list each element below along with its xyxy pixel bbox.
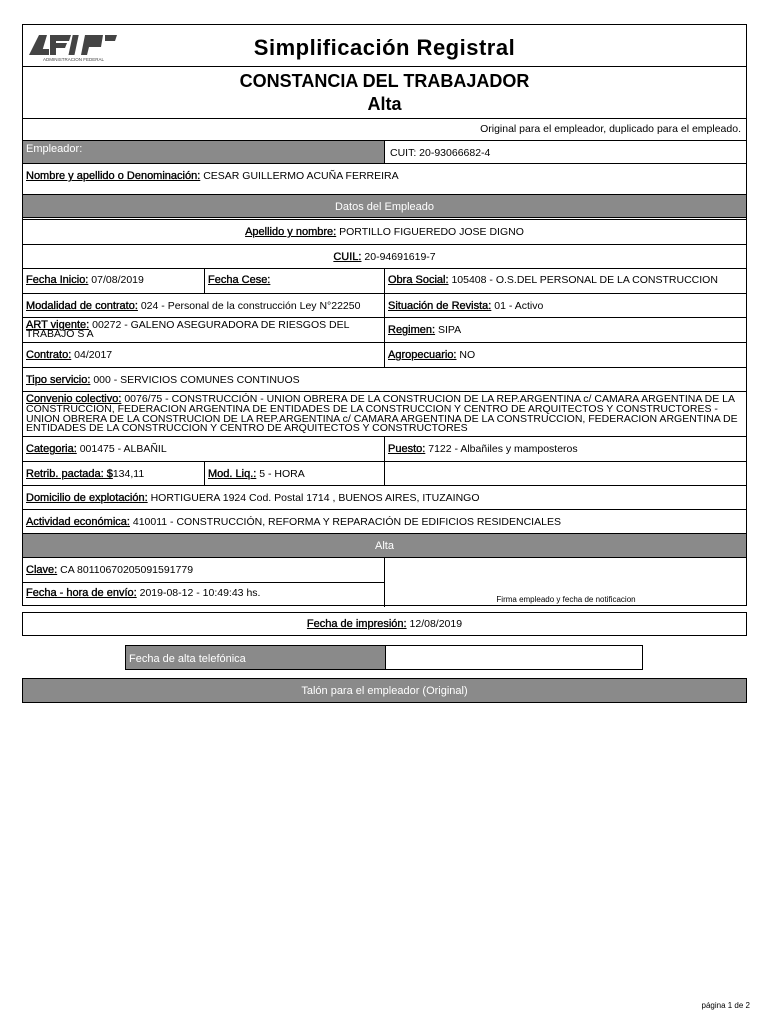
employer-label (23, 141, 384, 163)
fecha-impresion (23, 613, 746, 635)
employer-name (23, 164, 746, 189)
fecha-envio-label: Fecha - hora de envío: (26, 587, 137, 599)
impresion-box (22, 612, 747, 636)
convenio (23, 392, 746, 436)
art-row (23, 317, 746, 342)
situacion-label: Situación de Revista: (388, 300, 492, 312)
obra-social-value: 105408 - O.S.DEL PERSONAL DE LA CONSTRUCCION (451, 274, 718, 286)
modalidad-label: Modalidad de contrato: (26, 300, 138, 312)
contrato-value: 04/2017 (74, 349, 113, 361)
agropecuario-label: Agropecuario: (388, 349, 457, 361)
impresion-label: Fecha de impresión: (306, 618, 407, 630)
fecha-inicio (23, 269, 204, 293)
clave-label: Clave: (26, 564, 58, 576)
convenio-value: 0076/75 - CONSTRUCCIÓN - UNION OBRERA DE LA CONSTRUCION DE LA REP.ARGENTINA c/ CAMARA ARGENTINA DE LA CONSTRUCCION, FEDERACION ARGENTINA DE ENTIDADES DE LA CONSTRUCCION Y CENTRO DE ARQUITECTOS Y CONSTRUCTORES - UNION OBRERA DE LA CONSTRUCION DE LA REP.ARGENTINA c/ CAMARA ARGENTINA DE LA CONSTRUCCION, FEDERACION ARGENTINA DE ENTIDADES DE LA CONSTRUCCION Y CENTRO DE ARQUITECTOS Y CONSTRUCTORES (26, 393, 738, 435)
constancia-form (22, 24, 747, 606)
domicilio (23, 486, 746, 509)
modalidad-value: 024 - Personal de la construcción Ley N°22250 (140, 300, 361, 312)
fecha-cese (205, 269, 385, 293)
page-title: Simplificación Registral (253, 35, 516, 60)
fecha-envio-row (23, 582, 384, 606)
original-note: Original para el empleador, duplicado para el empleado. (480, 123, 741, 135)
telefonica-value-field (386, 646, 642, 669)
fecha-inicio-label: Fecha Inicio: (26, 274, 89, 286)
firma-label: Firma empleado y fecha de notificacion (496, 595, 636, 604)
doc-subtitle: CONSTANCIA DEL TRABAJADOR (239, 71, 530, 91)
actividad (23, 510, 746, 533)
employee-section-title: Datos del Empleado (334, 201, 435, 213)
modliq-value: 5 - HORA (259, 468, 305, 480)
doc-kind: Alta (367, 94, 402, 114)
page-number: página 1 de 2 (701, 1001, 750, 1010)
obra-social-label: Obra Social: (388, 274, 449, 286)
contrato (23, 343, 384, 367)
clave-value: CA 80110670205091591779 (60, 564, 194, 576)
retribucion (23, 462, 204, 485)
obra-social (385, 269, 747, 293)
employee-name-label: Apellido y nombre: (245, 226, 337, 238)
situacion-value: 01 - Activo (494, 300, 544, 312)
fecha-envio-value: 2019-08-12 - 10:49:43 hs. (139, 587, 261, 599)
convenio-label: Convenio colectivo: (26, 393, 122, 405)
art-label: ART vigente: (26, 319, 90, 331)
actividad-row (23, 509, 746, 533)
note-row (23, 118, 746, 140)
dates-row (23, 268, 746, 293)
cuil-label: CUIL: (333, 251, 362, 263)
actividad-value: 410011 - CONSTRUCCIÓN, REFORMA Y REPARACIÓN DE EDIFICIOS RESIDENCIALES (132, 516, 561, 528)
employee-section-header (23, 194, 746, 218)
regimen (385, 318, 747, 342)
header-block (23, 25, 746, 66)
employee-name-value: PORTILLO FIGUEREDO JOSE DIGNO (339, 226, 524, 238)
contrato-row (23, 342, 746, 367)
tipo-servicio (23, 368, 746, 391)
domicilio-value: HORTIGUERA 1924 Cod. Postal 1714 , BUENOS AIRES, ITUZAINGO (150, 492, 480, 504)
retrib-value: 134,11 (112, 468, 145, 480)
employer-row (23, 140, 746, 163)
clave (23, 558, 384, 582)
agropecuario-value: NO (459, 349, 476, 361)
domicilio-label: Domicilio de explotación: (26, 492, 148, 504)
svg-text:ADMINISTRACION FEDERAL: ADMINISTRACION FEDERAL (43, 57, 105, 62)
employer-cuit: CUIT: 20-93066682-4 (390, 147, 491, 159)
employer-name-label: Nombre y apellido o Denominación: (26, 170, 201, 182)
categoria-label: Categoria: (26, 443, 77, 455)
alta-section-header (23, 533, 746, 557)
puesto (385, 437, 747, 461)
cuil-value: 20-94691619-7 (364, 251, 436, 263)
regimen-label: Regimen: (388, 324, 436, 336)
cuil-row (23, 244, 746, 268)
retrib-label: Retrib. pactada: $ (26, 468, 113, 480)
art-value: 00272 - GALENO ASEGURADORA DE RIESGOS DEL TRABAJO S A (26, 319, 350, 340)
impresion-value: 12/08/2019 (409, 618, 463, 630)
subtitle-block (23, 66, 746, 118)
fecha-envio (23, 583, 384, 606)
categoria-row (23, 436, 746, 461)
alta-section-title: Alta (375, 540, 394, 552)
employee-name-row (23, 219, 746, 244)
regimen-value: SIPA (438, 324, 462, 336)
tipo-servicio-value: 000 - SERVICIOS COMUNES CONTINUOS (93, 374, 300, 386)
actividad-label: Actividad económica: (26, 516, 130, 528)
talon-label: Talón para el empleador (Original) (301, 685, 468, 697)
art-vigente (23, 318, 384, 342)
telefonica-box (125, 645, 643, 670)
tipo-servicio-row (23, 367, 746, 391)
puesto-value: 7122 - Albañiles y mamposteros (428, 443, 578, 455)
categoria (23, 437, 384, 461)
telefonica-label: Fecha de alta telefónica (126, 646, 385, 669)
modalidad-row (23, 293, 746, 317)
categoria-value: 001475 - ALBAÑIL (79, 443, 167, 455)
modalidad (23, 294, 384, 317)
agropecuario (385, 343, 747, 367)
puesto-label: Puesto: (388, 443, 426, 455)
retribucion-row (23, 461, 746, 485)
situacion-revista (385, 294, 747, 317)
mod-liq (205, 462, 385, 485)
convenio-row (23, 391, 746, 436)
employer-name-value: CESAR GUILLERMO ACUÑA FERREIRA (203, 170, 399, 182)
clave-row (23, 557, 746, 582)
cuil (23, 245, 746, 268)
talon-band (22, 678, 747, 703)
fecha-cese-label: Fecha Cese: (208, 274, 271, 286)
modliq-label: Mod. Liq.: (208, 468, 257, 480)
contrato-label: Contrato: (26, 349, 72, 361)
tipo-servicio-label: Tipo servicio: (26, 374, 91, 386)
fecha-inicio-value: 07/08/2019 (91, 274, 144, 286)
employer-name-row (23, 163, 746, 189)
employee-name (23, 220, 746, 244)
domicilio-row (23, 485, 746, 509)
employer-label-text: Empleador: (26, 143, 83, 155)
